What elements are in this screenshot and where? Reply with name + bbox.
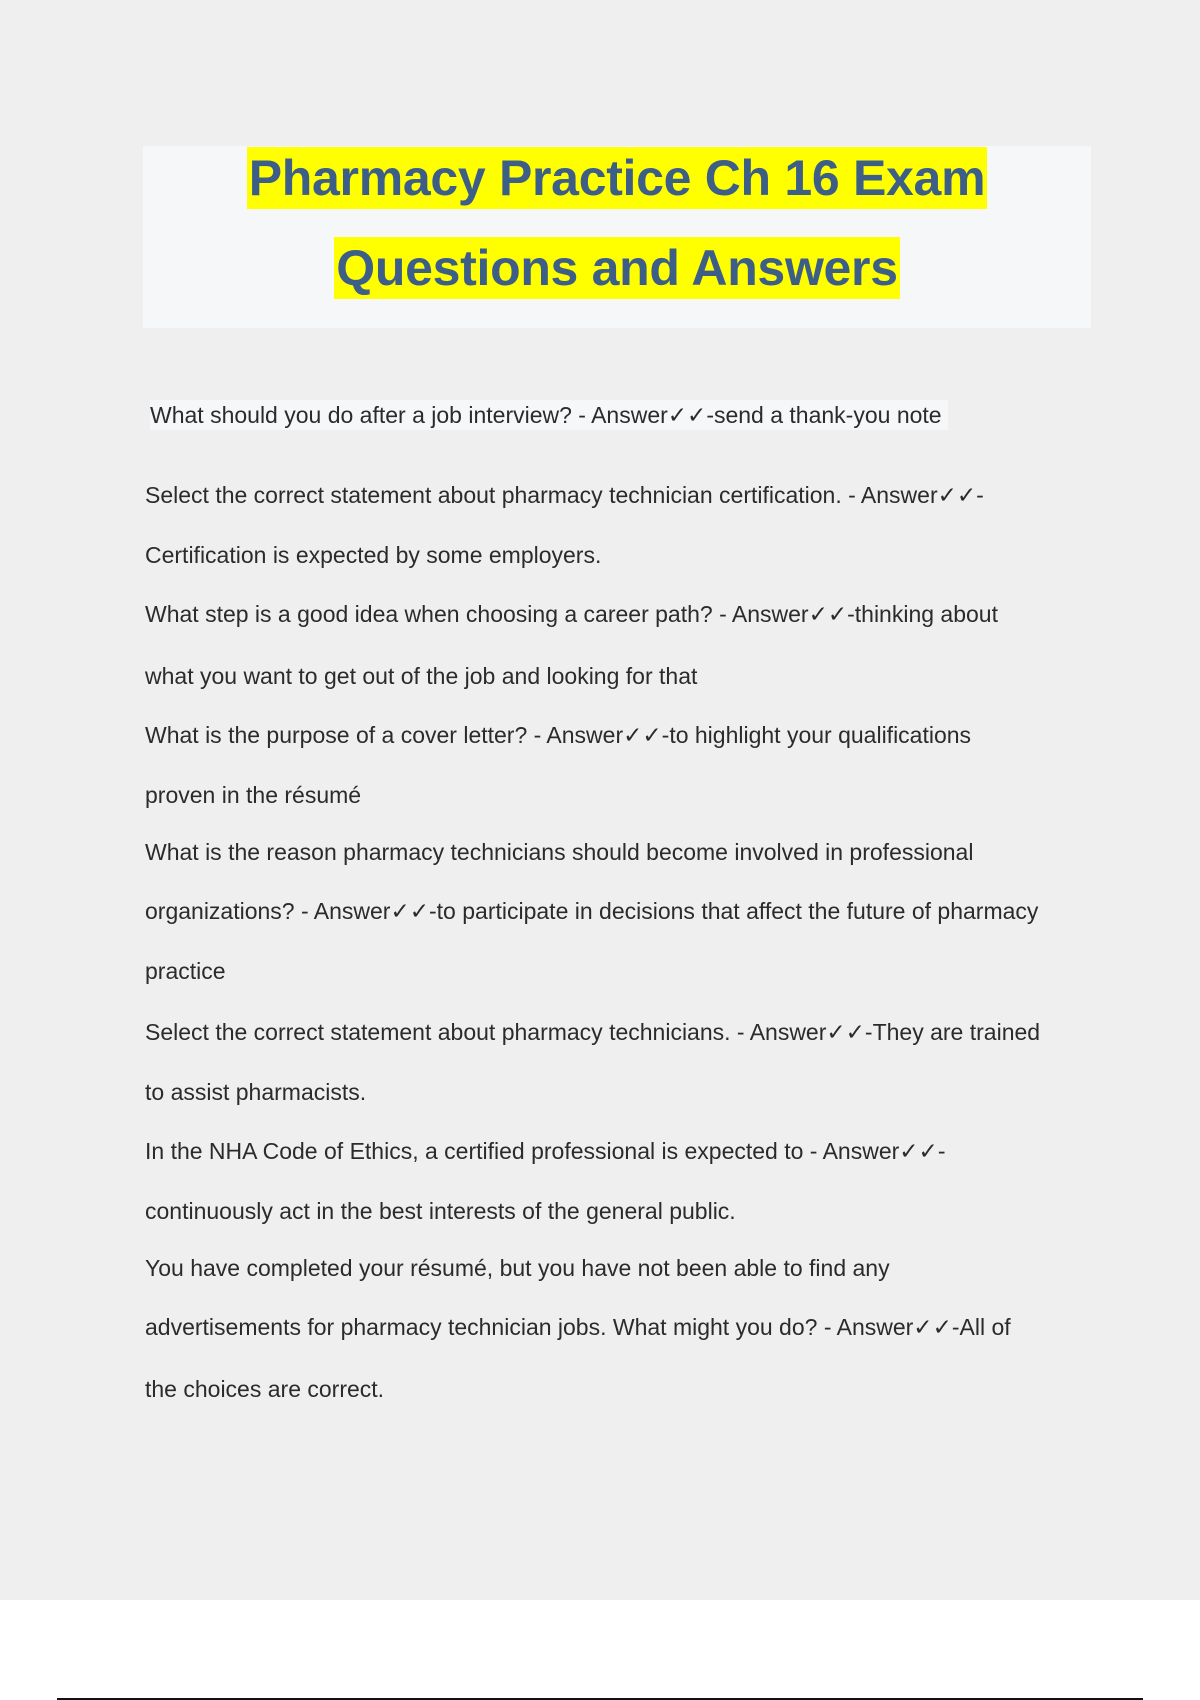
- qa-line: Select the correct statement about pharmacy technician certification. - Answer✓✓-: [145, 482, 984, 508]
- page-title-part-1: Pharmacy Practice Ch 16 Exam: [247, 147, 987, 209]
- qa-line: What step is a good idea when choosing a career path? - Answer✓✓-thinking about: [145, 601, 998, 627]
- qa-line: what you want to get out of the job and looking for that: [145, 663, 698, 689]
- qa-line: to assist pharmacists.: [145, 1079, 367, 1105]
- qa-line: proven in the résumé: [145, 782, 362, 808]
- qa-line: What is the reason pharmacy technicians should become involved in professional: [145, 839, 974, 865]
- title-line-2: [143, 236, 1091, 326]
- title-box: [143, 146, 1091, 328]
- qa-line: What should you do after a job interview? - Answer✓✓-send a thank-you note: [150, 400, 948, 430]
- qa-line: In the NHA Code of Ethics, a certified professional is expected to - Answer✓✓-: [145, 1138, 946, 1164]
- qa-line: Certification is expected by some employers.: [145, 542, 602, 568]
- qa-line: You have completed your résumé, but you have not been able to find any: [145, 1255, 890, 1281]
- qa-line: What is the purpose of a cover letter? - Answer✓✓-to highlight your qualifications: [145, 722, 972, 748]
- qa-line: organizations? - Answer✓✓-to participate in decisions that affect the future of pharmacy: [145, 898, 1039, 924]
- qa-line: the choices are correct.: [145, 1376, 385, 1402]
- title-line-1: [143, 146, 1091, 236]
- qa-line: Select the correct statement about pharmacy technicians. - Answer✓✓-They are trained: [145, 1019, 1041, 1045]
- qa-line: continuously act in the best interests of the general public.: [145, 1198, 736, 1224]
- page-title-part-2: Questions and Answers: [334, 237, 899, 299]
- qa-line: practice: [145, 958, 226, 984]
- qa-line: advertisements for pharmacy technician jobs. What might you do? - Answer✓✓-All of: [145, 1314, 1011, 1340]
